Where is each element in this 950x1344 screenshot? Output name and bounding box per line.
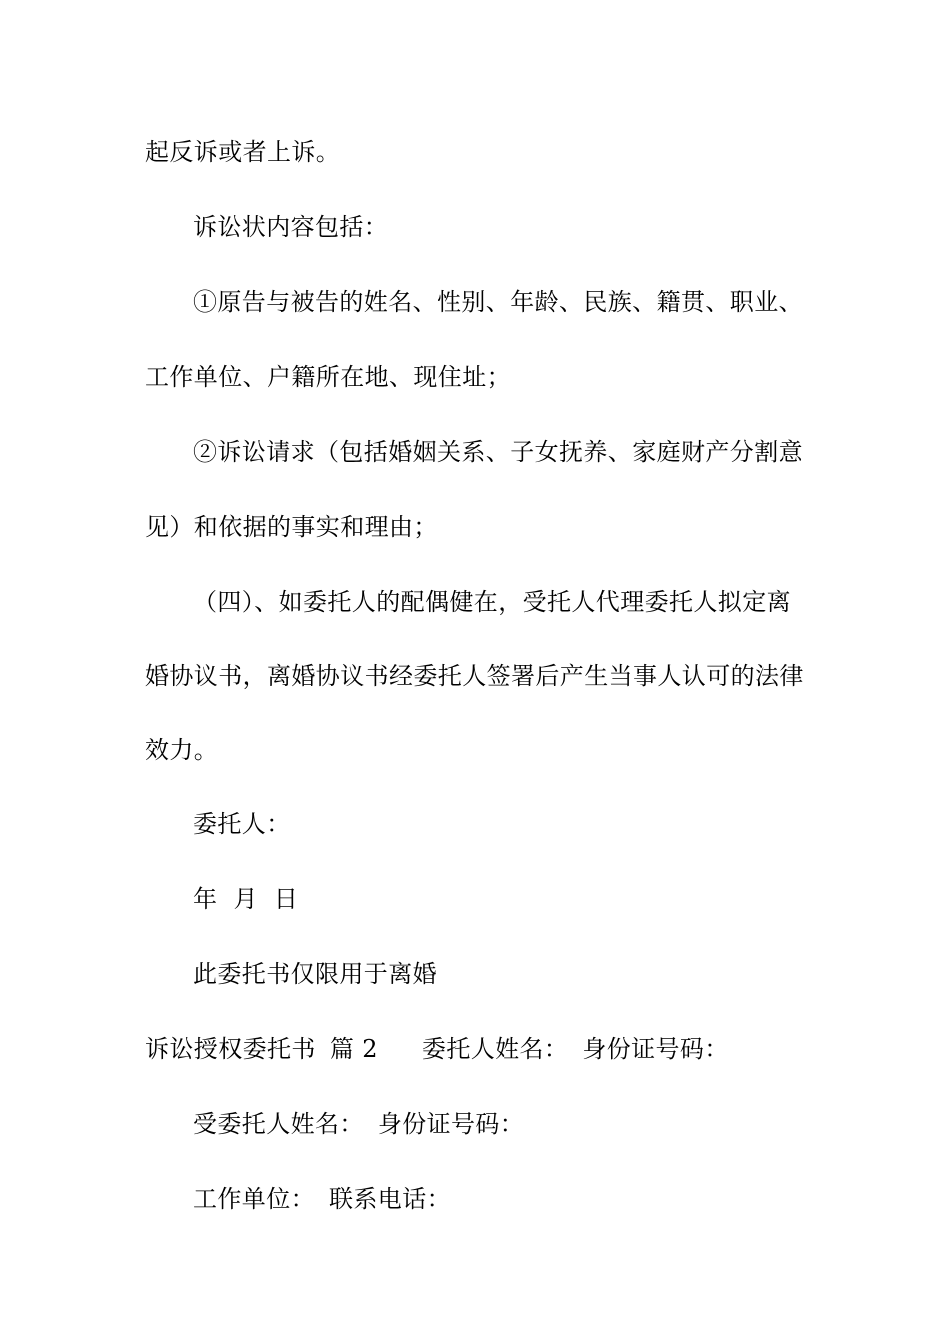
paragraph-line: 见）和依据的事实和理由； <box>145 513 438 541</box>
paragraph-line: 诉讼状内容包括： <box>193 213 389 241</box>
section-part-label: 篇 2 <box>329 1035 378 1063</box>
paragraph-line: ②诉讼请求（包括婚姻关系、子女抚养、家庭财产分割意 <box>193 438 803 466</box>
paragraph-line: ①原告与被告的姓名、性别、年龄、民族、籍贯、职业、 <box>193 288 803 316</box>
agent-name-label: 受委托人姓名： <box>193 1110 364 1138</box>
paragraph-line: 起反诉或者上诉。 <box>145 138 341 166</box>
paragraph-line: 效力。 <box>145 736 219 764</box>
paragraph-line: 婚协议书，离婚协议书经委托人签署后产生当事人认可的法律 <box>145 662 804 690</box>
contact-info-line <box>193 1183 873 1215</box>
section-title: 诉讼授权委托书 <box>145 1035 316 1063</box>
agent-id-label: 身份证号码： <box>377 1110 525 1138</box>
date-line: 年 月 日 <box>193 885 299 913</box>
principal-signature-line: 委托人： <box>193 810 291 838</box>
agent-info-line <box>193 1108 873 1140</box>
principal-id-label: 身份证号码： <box>582 1035 729 1063</box>
paragraph-line: 此委托书仅限用于离婚 <box>193 960 437 988</box>
work-unit-label: 工作单位： <box>193 1185 315 1213</box>
phone-label: 联系电话： <box>329 1185 451 1213</box>
paragraph-line: （四）、如委托人的配偶健在，受托人代理委托人拟定离 <box>193 588 791 616</box>
paragraph-line: 工作单位、户籍所在地、现住址； <box>145 363 511 391</box>
principal-name-label: 委托人姓名： <box>421 1035 569 1063</box>
section-heading-line <box>145 1033 825 1065</box>
